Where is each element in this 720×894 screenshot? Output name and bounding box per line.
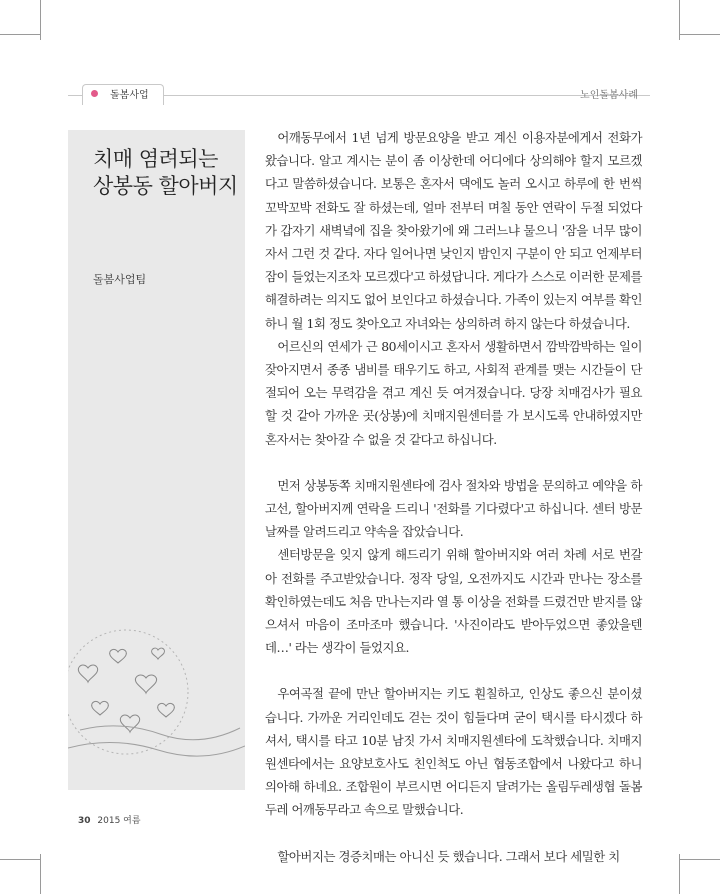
crop-mark [40,854,41,894]
body-paragraph: 우여곡절 끝에 만난 할아버지는 키도 훤칠하고, 인상도 좋으신 분이셨습니다. 가까운 거리인데도 걷는 것이 힘들다며 굳이 택시를 타시겠다 하셔서, 택시를 타고 10분 남짓 가서 치매지원센타에 도착했습니다. 치매지원센타에서는 요양보호사도 친인척도 아닌 협동조합에서 나왔다고 하니 의아해 하네요. 조합원이 부르시면 어디든지 달려가는 올림두레생협 돌봄두레 어깨동무라고 속으로 말했습니다. [265,686,642,818]
crop-mark [40,0,41,40]
header-section-label: 돌봄사업 [110,90,149,101]
body-paragraph: 어르신의 연세가 근 80세이시고 혼자서 생활하면서 깜박깜박하는 일이 잦아지면서 종종 냄비를 태우기도 하고, 사회적 관계를 맺는 시간들이 단절되어 오는 무력감을 겪고 계신 듯 여겨졌습니다. 당장 치매검사가 필요할 것 같아 가까운 곳(상봉)에 치매지원센터를 가 보시도록 안내하였지만 혼자서는 찾아갈 수 없을 것 같다고 하십니다. [265,338,642,447]
article-title-line: 치매 염려되는 [93,147,218,171]
hearts-globe-illustration [68,620,245,790]
body-paragraph: 먼저 상봉동쪽 치매지원센타에 검사 절차와 방법을 문의하고 예약을 하고선, 할아버지께 연락을 드리니 '전화를 기다렸다'고 하십니다. 센터 방문 날짜를 알려드리고 약속을 잡았습니다. [265,477,642,540]
bullet-dot-icon [91,90,98,97]
article-body [265,126,642,868]
crop-mark [680,34,720,35]
issue-label: 2015 여름 [97,816,141,826]
body-paragraph: 센터방문을 잊지 않게 해드리기 위해 할아버지와 여러 차례 서로 번갈아 전화를 주고받았습니다. 정작 당일, 오전까지도 시간과 만나는 장소를 확인하였는데도 처음 만나는지라 열 통 이상을 전화를 드렸건만 받지를 않으셔서 마음이 조마조마 했습니다. '사진이라도 받아두었으면 좋았을텐데…' 라는 생각이 들었지요. [265,547,642,656]
crop-mark [679,854,680,894]
article-title [93,146,238,200]
body-paragraph: 할아버지는 경증치매는 아니신 듯 했습니다. 그래서 보다 세밀한 치 [277,848,620,864]
title-sidebar [68,130,245,790]
page-number: 30 [78,816,91,826]
article-author: 돌봄사업팀 [93,273,147,286]
crop-mark [0,34,40,35]
article-title-line: 상봉동 할아버지 [93,174,238,198]
page-footer [78,813,141,826]
crop-mark [680,859,720,860]
body-paragraph: 어깨동무에서 1년 넘게 방문요양을 받고 계신 이용자분에게서 전화가 왔습니다. 알고 계시는 분이 좀 이상한데 어디에다 상의해야 할지 모르겠다고 말씀하셨습니다. 보통은 혼자서 댁에도 놀러 오시고 하루에 한 번씩 꼬박꼬박 전화도 잘 하셨는데, 얼마 전부터 며칠 동안 연락이 두절 되었다가 갑자기 새벽녘에 집을 찾아왔기에 왜 그러느냐 물으니 '잠을 너무 많이 자서 그런 것 같다. 자다 일어나면 낮인지 밤인지 구분이 안 되고 언제부터 잠이 들었는지조차 모르겠다'고 하셨답니다. 게다가 스스로 이러한 문제를 해결하려는 의지도 없어 보인다고 하셨습니다. 가족이 있는지 여부를 확인하니 월 1회 정도 찾아오고 자녀와는 상의하려 하지 않는다 하셨습니다. [265,130,642,331]
header-category-label: 노인돌봄사례 [580,90,638,101]
crop-mark [679,0,680,40]
crop-mark [0,859,40,860]
